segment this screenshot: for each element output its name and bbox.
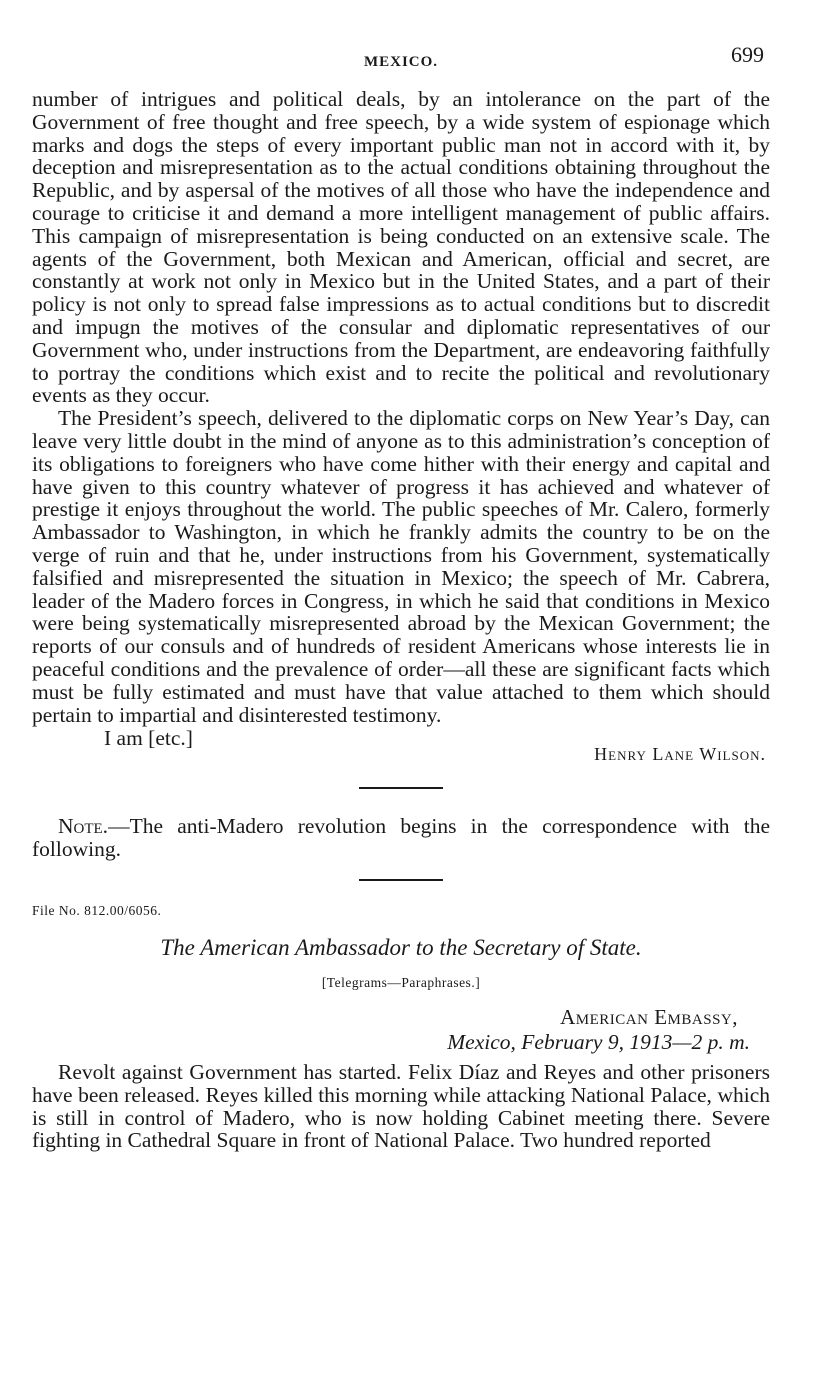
document-page bbox=[32, 38, 770, 1152]
editorial-note bbox=[32, 815, 770, 861]
dateline-place: American Embassy, bbox=[560, 1004, 738, 1029]
note-text: —The anti-Madero revolution begins in the correspondence with the following. bbox=[32, 814, 770, 862]
dateline-date: Mexico, February 9, 1913—2 p. m. bbox=[447, 1029, 750, 1054]
document-subtitle: [Telegrams—Paraphrases.] bbox=[321, 974, 481, 990]
telegram-body: Revolt against Government has started. Felix Díaz and Reyes and other prisoners have been released. Reyes killed this morning while attacking National Palace, which is still in control of Madero, who is now holding Cabinet meeting there. Severe fighting in Cathedral Square in front of National Palace. Two hundred reported bbox=[32, 1059, 770, 1153]
letter-paragraph-2: The President’s speech, delivered to the diplomatic corps on New Year’s Day, can leave very little doubt in the mind of anyone as to this administration’s conception of its obligations to foreigners who have come hither with their energy and capital and have given to this country whatever of progress it has achieved and whatever of prestige it enjoys throughout the world. The public speeches of Mr. Calero, formerly Ambassador to Washington, in which he frankly admits the country to be on the verge of ruin and that he, under instructions from his Government, systematically falsified and misrepresented the situation in Mexico; the speech of Mr. Cabrera, leader of the Madero forces in Congress, in which he said that conditions in Mexico were being systematically misrepresented abroad by the Mexican Government; the reports of our consuls and of hundreds of resident Americans whose interests lie in peaceful conditions and the prevalence of order—all these are significant facts which must be fully estimated and must have that value attached to them which should pertain to impartial and disinterested testimony. bbox=[32, 406, 770, 727]
signature: Henry Lane Wilson. bbox=[594, 744, 766, 765]
letter-closing: I am [etc.] bbox=[104, 726, 193, 751]
file-number: File No. 812.00/6056. bbox=[32, 902, 162, 918]
document-title: The American Ambassador to the Secretary of State. bbox=[160, 934, 642, 960]
running-head: MEXICO. bbox=[363, 54, 439, 70]
letter-paragraph-1: number of intrigues and political deals, by an intolerance on the part of the Government of free thought and free speech, by a wide system of espionage which marks and dogs the steps of every important public man not in accord with it, by deception and misrepresentation as to the actual conditions obtaining throughout the Republic, and by aspersal of the motives of all those who have the independence and courage to criticise it and demand a more intelligent management of public affairs. This campaign of misrepresentation is being conducted on an extensive scale. The agents of the Government, both Mexican and American, official and secret, are constantly at work not only in Mexico but in the United States, and a part of their policy is not only to spread false impressions as to actual conditions but to discredit and impugn the motives of the consular and diplomatic representatives of our Government who, under instructions from the Department, are endeavoring faithfully to portray the conditions which exist and to recite the political and revolutionary events as they occur. bbox=[32, 87, 770, 408]
page-number: 699 bbox=[731, 42, 764, 67]
page-header bbox=[32, 38, 770, 88]
note-label: Note. bbox=[58, 814, 109, 839]
